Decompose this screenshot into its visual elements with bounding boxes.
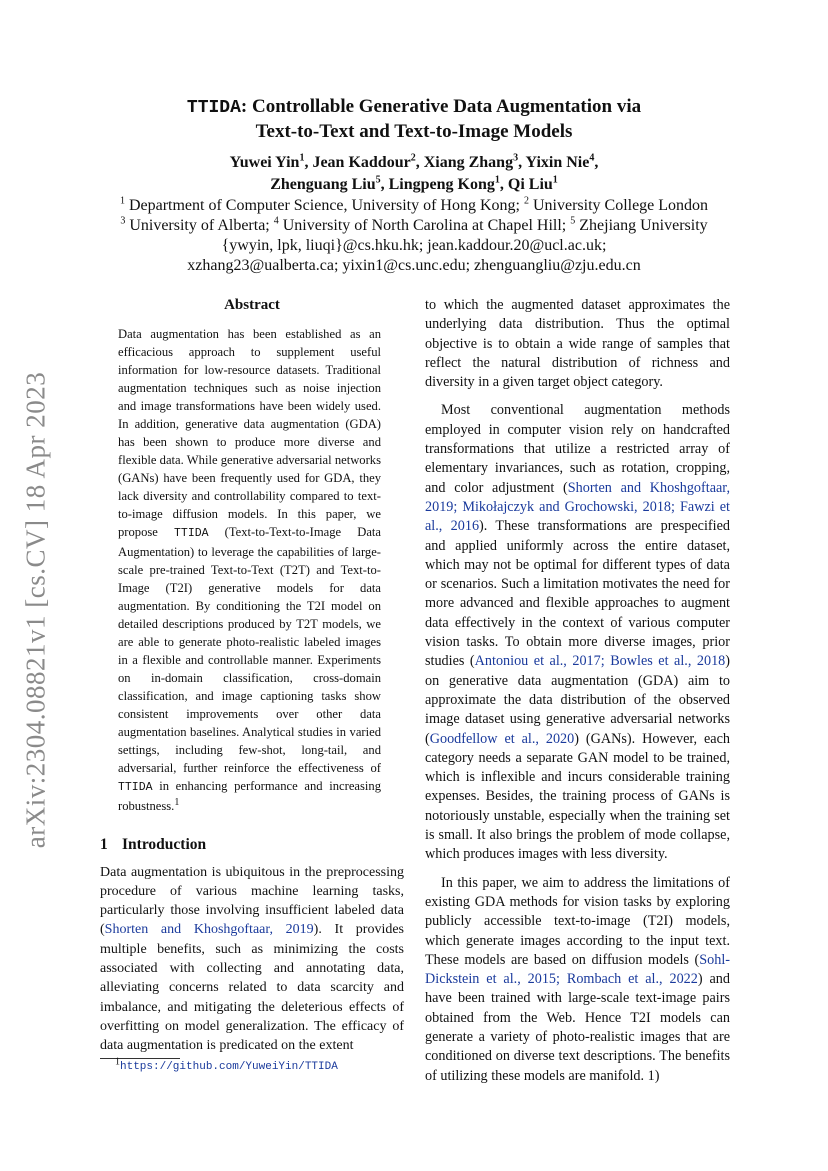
citation-link[interactable]: Shorten and Khoshgoftaar, 2019; Mikołajczyk and Grochowski, 2018; Fawzi et al., 2016: [425, 479, 730, 535]
author: Zhenguang Liu$^5$: [270, 174, 381, 193]
section-heading-introduction: 1 Introduction: [100, 836, 207, 854]
citation-link[interactable]: Goodfellow et al., 2020: [429, 730, 575, 747]
title-method-name: TTIDA: [186, 98, 241, 118]
title-line1: : Controllable Generative Data Augmentation via: [240, 96, 642, 117]
author: Yixin Nie$^4$: [525, 152, 595, 171]
paper-title: [0, 95, 828, 144]
intro-paragraph: Data augmentation is ubiquitous in the preprocessing procedure of various machine learning tasks, particularly those involving insufficient labeled data (Shorten and Khoshgoftaar, 2019). It provides multiple benefits, such as minimizing the costs associated with collecting and annotating data, alleviating concerns related to data scarcity and imbalance, and mitigating the deleterious effects of overfitting on model generalization. The efficacy of data augmentation is predicated on the extent: [100, 864, 404, 1054]
title-line2: Text-to-Text and Text-to-Image Models: [255, 121, 573, 142]
email-line: xzhang23@ualberta.ca; yixin1@cs.unc.edu; zhenguangliu@zju.edu.cn: [187, 257, 641, 274]
citation-link[interactable]: Shorten and Khoshgoftaar, 2019: [104, 922, 314, 938]
footnote-url-link[interactable]: https://github.com/YuweiYin/TTIDA: [120, 1061, 338, 1073]
author: Lingpeng Kong$^1$: [388, 174, 500, 193]
paragraph: In this paper, we aim to address the limitations of existing GDA methods for vision tasks by exploring publicly accessible text-to-image (T2I) models, which generate images according to the input text. These models are based on diffusion models (Sohl-Dickstein et al., 2015; Rombach et al., 2022) and have been trained with large-scale text-image pairs obtained from the Web. Hence T2I models can generate a variety of photo-realistic images that are conditioned on diverse text descriptions. The benefits of utilizing these models are manifold. 1): [425, 874, 730, 1084]
footnote-marker: 1: [174, 797, 180, 809]
arxiv-sidebar: [14, 360, 58, 860]
paragraph: Most conventional augmentation methods employed in computer vision rely on handcrafted transformations that utilize a restricted array of elementary invariances, such as rotation, cropping, and color adjustment (Shorten and Khoshgoftaar, 2019; Mikołajczyk and Grochowski, 2018; Fawzi et al., 2016). These transformations are prespecified and applied uniformly across the entire dataset, which may not be optimal for different types of data or scenarios. Such a limitation motivates the need for more advanced and flexible approaches to augment data effectively in the context of various computer vision tasks. To obtain more diverse images, prior studies (Antoniou et al., 2017; Bowles et al., 2018) on generative data augmentation (GDA) aim to approximate the data distribution of the observed image dataset using generative adversarial networks (Goodfellow et al., 2020) (GANs). However, each category needs a separate GAN model to be trained, which is inflexible and incurs considerable training expenses. Besides, the training process of GANs is notoriously unstable, especially when the training set is small. It also brings the problem of mode collapse, which produces images with less diversity.: [425, 402, 730, 863]
arxiv-identifier: arXiv:2304.08821v1 [cs.CV] 18 Apr 2023: [20, 371, 51, 849]
footnote-number: 1: [115, 1056, 120, 1068]
paper-header: [0, 95, 828, 276]
affiliation-line: $^3$ University of Alberta; $^4$ University of North Carolina at Chapel Hill; $^5$ Zhejiang University: [120, 215, 708, 234]
paragraph: to which the augmented dataset approximates the underlying data distribution. Thus the optimal objective is to obtain a wide range of samples that reflect the natural distribution of richness and diversity in a given target object category.: [425, 297, 730, 391]
method-name: TTIDA: [174, 527, 209, 541]
abstract-body: Data augmentation has been established as an efficacious approach to supplement useful information for low-resource datasets. Traditional augmentation techniques such as noise injection and image transformations have been widely used. In addition, generative data augmentation (GDA) has been shown to produce more diverse and flexible data. While generative adversarial networks (GANs) have been frequently used for GDA, they lack diversity and controllability compared to text-to-image diffusion models. In this paper, we propose TTIDA (Text-to-Text-to-Image Data Augmentation) to leverage the capabilities of large-scale pre-trained Text-to-Text (T2T) and Text-to-Image (T2I) generative models for data augmentation. By conditioning the T2I model on detailed descriptions produced by T2T models, we are able to generate photo-realistic labeled images in a flexible and controllable manner. Experiments on in-domain classification, cross-domain classification, and image captioning tasks show consistent improvements over other data augmentation baselines. Analytical studies in varied settings, including few-shot, long-tail, and adversarial, further reinforce the effectiveness of TTIDA in enhancing performance and increasing robustness.$^1$: [118, 327, 381, 814]
author-list: Yuwei Yin$^1$, Jean Kaddour$^2$, Xiang Zhang$^3$, Yixin Nie$^4$, Zhenguang Liu$^5$, Lingpeng Kong$^1$, Qi Liu$^1$: [229, 152, 599, 193]
footnote-rule: [100, 1058, 180, 1059]
abstract-heading: Abstract: [224, 297, 280, 313]
author: Jean Kaddour$^2$: [312, 152, 416, 171]
footnote: [115, 1056, 338, 1073]
author: Xiang Zhang$^3$: [423, 152, 519, 171]
method-name: TTIDA: [118, 781, 153, 795]
affiliations: [0, 196, 828, 276]
author: Yuwei Yin$^1$: [229, 152, 305, 171]
email-line: {ywyin, lpk, liuqi}@cs.hku.hk; jean.kaddour.20@ucl.ac.uk;: [221, 237, 607, 254]
author: Qi Liu$^1$: [507, 174, 558, 193]
right-column: [425, 296, 730, 1095]
citation-link[interactable]: Sohl-Dickstein et al., 2015; Rombach et al., 2022: [425, 951, 730, 988]
affiliation-line: $^1$ Department of Computer Science, University of Hong Kong; $^2$ University College London: [119, 195, 709, 214]
citation-link[interactable]: Antoniou et al., 2017; Bowles et al., 2018: [474, 653, 726, 670]
